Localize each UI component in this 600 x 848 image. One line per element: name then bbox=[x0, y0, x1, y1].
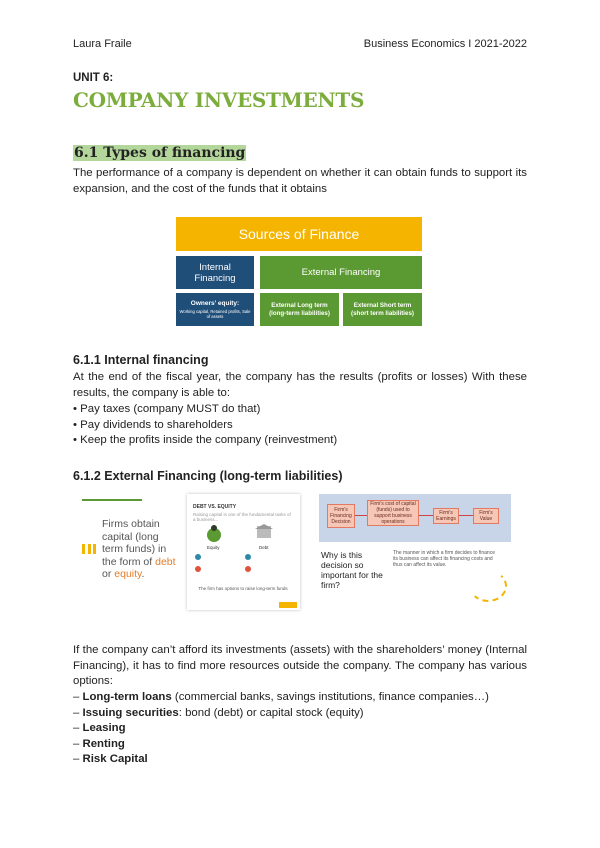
bullet-item: • Keep the profits inside the company (reinvestment) bbox=[73, 434, 338, 446]
slide1-bar-c bbox=[93, 544, 96, 554]
section-6-1-1-body: At the end of the fiscal year, the company has the results (profits or losses) With these results, the company is able to: bbox=[73, 371, 527, 399]
owners-equity-sub: Working capital, Retained profits, Sale of assets bbox=[179, 309, 251, 319]
section-6-1-1-title: 6.1.1 Internal financing bbox=[73, 353, 209, 367]
slide1-equity: equity bbox=[114, 568, 142, 580]
section-6-1-title: 6.1 Types of financing bbox=[74, 145, 246, 161]
option-item: – Leasing bbox=[73, 722, 126, 734]
closing-body: If the company can’t afford its investments (assets) with the shareholders’ money (Internal Financing), it has to find more resources outside the company. The company has various options: bbox=[73, 644, 527, 687]
slide1-debt: debt bbox=[155, 555, 176, 568]
bank-roof-icon bbox=[255, 524, 273, 529]
slide2-caption: Raising capital is one of the fundamental tasks of a business... bbox=[193, 512, 291, 522]
slide2-note: The firm has options to raise long-term funds bbox=[198, 586, 288, 591]
flow-step: Firm's Value bbox=[473, 508, 499, 524]
slide1-bar-a bbox=[82, 544, 85, 554]
option-item: – Long-term loans (commercial banks, savings institutions, finance companies…) bbox=[73, 691, 489, 703]
flow-arrow bbox=[419, 515, 433, 516]
slide3-arc-decoration bbox=[469, 570, 507, 602]
internal-bullets bbox=[73, 402, 337, 449]
option-item: – Issuing securities: bond (debt) or capital stock (equity) bbox=[73, 706, 364, 719]
flow-step: Firm's Earnings bbox=[433, 508, 459, 524]
option-rest: : bond (debt) or capital stock (equity) bbox=[178, 706, 364, 719]
option-bold: Leasing bbox=[82, 722, 126, 734]
flow-step: Firm's cost of capital (funds) used to support business operations bbox=[367, 500, 419, 526]
slide2-right-label: Debt bbox=[259, 545, 269, 550]
bullet-item: • Pay taxes (company MUST do that) bbox=[73, 403, 261, 415]
flow-arrow bbox=[355, 515, 367, 516]
header-course: Business Economics I 2021-2022 bbox=[363, 38, 527, 50]
option-rest: (commercial banks, savings institutions, finance companies…) bbox=[171, 691, 489, 703]
diagram-external-long: External Long term (long-term liabilities) bbox=[260, 293, 339, 326]
slide1-text bbox=[102, 518, 182, 581]
diagram-external: External Financing bbox=[260, 256, 422, 289]
slide1-end: . bbox=[141, 568, 145, 580]
header-author: Laura Fraile bbox=[73, 38, 132, 50]
section-6-1-2-title: 6.1.2 External Financing (long-term liabilities) bbox=[73, 469, 343, 483]
option-item: – Risk Capital bbox=[73, 753, 148, 765]
diagram-sources: Sources of Finance bbox=[176, 217, 422, 251]
slide1-text-a: Firms obtain capital (long term funds) in the form of bbox=[102, 518, 167, 568]
slide1-or: or bbox=[102, 568, 115, 580]
slide-firms-capital bbox=[82, 494, 183, 610]
slide2-dot-d bbox=[245, 566, 251, 572]
slide-financing-decision bbox=[319, 494, 511, 610]
slide1-bar-b bbox=[88, 544, 91, 554]
slide2-dot-a bbox=[195, 554, 201, 560]
option-bold: Long-term loans bbox=[82, 691, 172, 703]
unit-title: COMPANY INVESTMENTS bbox=[73, 88, 365, 112]
slide2-title: DEBT VS. EQUITY bbox=[193, 504, 237, 510]
slide2-dot-b bbox=[195, 566, 201, 572]
slide-debt-vs-equity bbox=[187, 494, 300, 610]
flow-step: Firm's Financing Decision bbox=[327, 504, 355, 528]
slide3-question: Why is this decision so important for the firm? bbox=[321, 550, 383, 590]
option-item: – Renting bbox=[73, 737, 125, 750]
unit-label: UNIT 6: bbox=[73, 72, 114, 84]
option-bold: Renting bbox=[82, 737, 125, 750]
bullet-item: • Pay dividends to shareholders bbox=[73, 418, 233, 431]
owners-equity-title: Owners’ equity: bbox=[190, 300, 240, 307]
option-bold: Risk Capital bbox=[82, 753, 148, 765]
diagram-owners-equity bbox=[176, 293, 254, 326]
slide1-accent-line bbox=[82, 499, 142, 501]
slide2-accent bbox=[279, 602, 297, 608]
flow-arrow bbox=[459, 515, 473, 516]
diagram-internal: Internal Financing bbox=[176, 256, 254, 289]
person-head-icon bbox=[211, 525, 217, 531]
option-bold: Issuing securities bbox=[82, 706, 179, 719]
options-list bbox=[73, 690, 489, 768]
slide2-dot-c bbox=[245, 554, 251, 560]
slide2-left-label: Equity bbox=[207, 545, 220, 550]
slide3-answer: The manner in which a firm decides to finance its business can affect its financing costs and thus can affect its value. bbox=[393, 550, 495, 568]
section-6-1-intro: The performance of a company is dependent on whether it can obtain funds to support its expansion, and the cost of the funds that it obtains bbox=[73, 167, 527, 195]
diagram-external-short: External Short term (short term liabilities) bbox=[343, 293, 422, 326]
